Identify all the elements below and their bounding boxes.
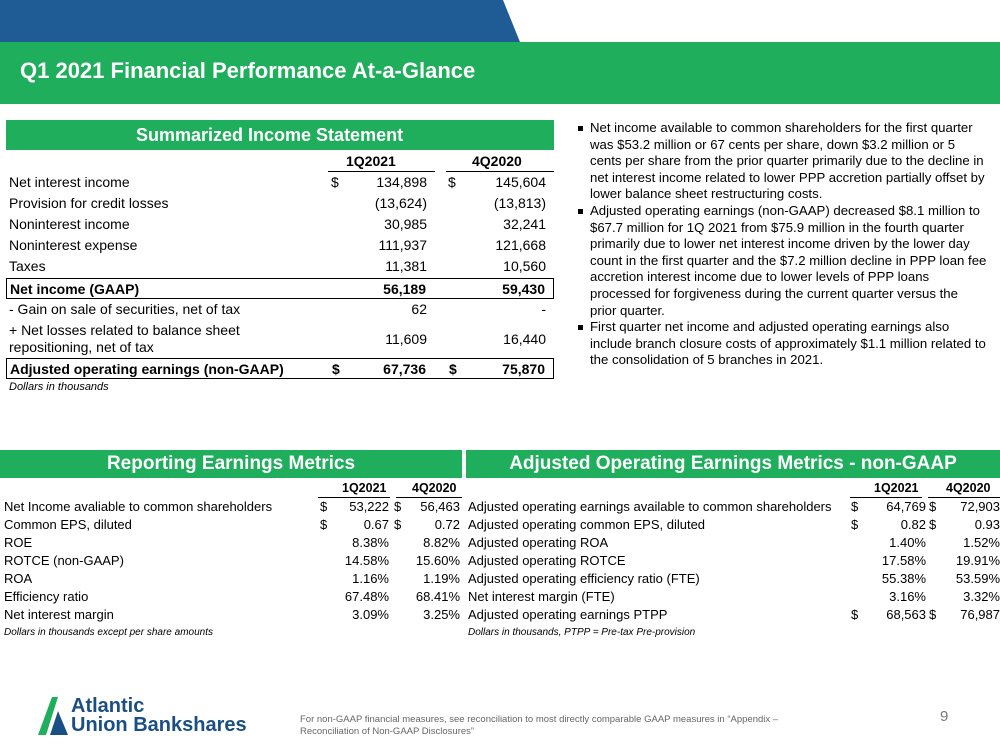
reporting-col2-header: 4Q2020 — [412, 481, 457, 495]
adjusted-row-currency-1: $ — [851, 499, 859, 514]
income-row — [6, 358, 554, 379]
income-row-currency-2: $ — [448, 174, 456, 190]
adjusted-row-value-2: 1.52% — [963, 535, 1000, 550]
adjusted-row-value-1: 0.82 — [900, 517, 926, 532]
income-row-value-1: 30,985 — [384, 216, 427, 232]
reporting-row-value-1: 0.67 — [363, 517, 389, 532]
income-col2-header: 4Q2020 — [472, 153, 522, 169]
adjusted-row — [466, 570, 1000, 588]
header-accent-band — [0, 0, 520, 42]
income-row-value-2: (13,813) — [493, 195, 546, 211]
adjusted-row-currency-2: $ — [929, 607, 937, 622]
income-row-label: Noninterest income — [9, 216, 130, 232]
reporting-row-label: Net Income avaliable to common shareholders — [4, 499, 273, 514]
income-row-value-1: 111,937 — [378, 237, 427, 253]
page-number: 9 — [940, 708, 949, 725]
adjusted-row — [466, 588, 1000, 606]
reporting-row-value-1: 67.48% — [344, 589, 389, 604]
reporting-row-label: Common EPS, diluted — [4, 517, 132, 532]
income-row — [6, 256, 554, 277]
adjusted-row — [466, 498, 1000, 516]
adjusted-metrics — [466, 450, 1000, 638]
income-heading: Summarized Income Statement — [6, 120, 554, 150]
adjusted-heading: Adjusted Operating Earnings Metrics - non-GAAP — [466, 450, 1000, 478]
adjusted-row-value-2: 19.91% — [955, 553, 1000, 568]
commentary-bullet: Adjusted operating earnings (non-GAAP) decreased $8.1 million to $67.7 million for 1Q 2021 from $75.9 million in the fourth quarter primarily due to lower net interest income driven by the lower day count in the first quarter and the $7.2 million decline in PPP loan fee accretion interest income due to lower levels of PPP loans processed for forgiveness during the current quarter versus the prior quarter. — [578, 203, 988, 319]
adjusted-rows — [466, 498, 1000, 624]
income-row-value-2: 32,241 — [503, 216, 546, 232]
adjusted-row-currency-2: $ — [929, 499, 937, 514]
adjusted-row-currency-1: $ — [851, 607, 859, 622]
reporting-row-label: ROE — [4, 535, 33, 550]
reporting-row-currency-2: $ — [394, 517, 402, 532]
income-row-label: - Gain on sale of securities, net of tax — [9, 301, 241, 317]
adjusted-row-value-2: 0.93 — [974, 517, 1000, 532]
income-row-value-2: 16,440 — [503, 331, 546, 347]
reporting-row — [0, 498, 462, 516]
reporting-row-value-2: 8.82% — [423, 535, 460, 550]
reporting-row-label: ROA — [4, 571, 33, 586]
reporting-row — [0, 516, 462, 534]
adjusted-column-headers — [466, 478, 1000, 498]
adjusted-row-value-1: 68,563 — [886, 607, 926, 622]
income-row-value-2: 59,430 — [502, 281, 545, 297]
income-row — [6, 278, 554, 299]
income-col1-header: 1Q2021 — [346, 153, 396, 169]
income-row-currency-1: $ — [331, 174, 339, 190]
reporting-row — [0, 570, 462, 588]
reporting-row-value-2: 68.41% — [415, 589, 460, 604]
income-note: Dollars in thousands — [9, 381, 109, 393]
reporting-row-value-1: 3.09% — [352, 607, 389, 622]
reporting-row-currency-1: $ — [320, 499, 328, 514]
adjusted-row — [466, 516, 1000, 534]
adjusted-col2-header: 4Q2020 — [946, 481, 991, 495]
income-row — [6, 193, 554, 214]
reporting-row — [0, 552, 462, 570]
income-row — [6, 299, 554, 320]
footnote: For non-GAAP financial measures, see reconciliation to most directly comparable GAAP measures in “Appendix – Reconciliation of Non-GAAP Disclosures” — [300, 714, 779, 737]
reporting-column-headers — [0, 478, 462, 498]
income-row-value-1: 67,736 — [383, 361, 426, 377]
income-row-label: Noninterest expense — [9, 237, 138, 253]
income-row-value-1: 11,381 — [385, 258, 427, 274]
income-row-value-2: - — [541, 301, 546, 317]
income-row-label: Net income (GAAP) — [10, 281, 140, 297]
adjusted-row-value-1: 1.40% — [889, 535, 926, 550]
reporting-row-value-1: 8.38% — [352, 535, 389, 550]
reporting-col1-header: 1Q2021 — [342, 481, 387, 495]
adjusted-row-label: Adjusted operating ROTCE — [468, 553, 626, 568]
income-row-value-1: 11,609 — [385, 331, 427, 347]
reporting-row-label: ROTCE (non-GAAP) — [4, 553, 124, 568]
reporting-row-currency-1: $ — [320, 517, 328, 532]
adjusted-row-currency-1: $ — [851, 517, 859, 532]
page-title: Q1 2021 Financial Performance At-a-Glance — [20, 58, 476, 83]
adjusted-row — [466, 606, 1000, 624]
reporting-row-value-1: 1.16% — [352, 571, 389, 586]
income-row-value-2: 121,668 — [495, 237, 546, 253]
reporting-rows — [0, 498, 462, 624]
reporting-row-value-2: 1.19% — [423, 571, 460, 586]
income-statement — [6, 120, 554, 393]
income-row-value-1: 62 — [411, 301, 427, 317]
reporting-row — [0, 534, 462, 552]
reporting-row-value-2: 15.60% — [415, 553, 460, 568]
title-bar — [0, 42, 1000, 104]
adjusted-row-value-2: 53.59% — [955, 571, 1000, 586]
reporting-row — [0, 606, 462, 624]
income-row — [6, 214, 554, 235]
adjusted-row — [466, 534, 1000, 552]
adjusted-row-label: Adjusted operating common EPS, diluted — [468, 517, 706, 532]
adjusted-row-label: Adjusted operating efficiency ratio (FTE) — [468, 571, 700, 586]
adjusted-row-currency-2: $ — [929, 517, 937, 532]
reporting-row-value-1: 14.58% — [344, 553, 389, 568]
adjusted-row-label: Adjusted operating earnings PTPP — [468, 607, 668, 622]
income-column-headers — [6, 150, 554, 172]
commentary-bullets — [578, 120, 988, 369]
adjusted-row-label: Net interest margin (FTE) — [468, 589, 615, 604]
adjusted-row-label: Adjusted operating earnings available to common shareholders — [468, 499, 832, 514]
adjusted-note: Dollars in thousands, PTPP = Pre-tax Pre-provision — [468, 627, 696, 638]
adjusted-row-value-1: 64,769 — [886, 499, 926, 514]
income-row-value-2: 10,560 — [503, 258, 546, 274]
income-row-label: Net interest income — [9, 174, 130, 190]
income-row-value-1: 56,189 — [383, 281, 426, 297]
adjusted-row-value-2: 76,987 — [960, 607, 1000, 622]
reporting-row — [0, 588, 462, 606]
income-row-label: + Net losses related to balance sheet repositioning, net of tax — [9, 322, 240, 355]
income-row-label: Taxes — [9, 258, 46, 274]
income-row-currency-1: $ — [332, 361, 340, 377]
income-row-value-2: 75,870 — [502, 361, 545, 377]
adjusted-row-label: Adjusted operating ROA — [468, 535, 609, 550]
income-row — [6, 235, 554, 256]
income-row-label: Provision for credit losses — [9, 195, 169, 211]
reporting-row-value-2: 0.72 — [434, 517, 460, 532]
income-row — [6, 172, 554, 193]
reporting-row-value-1: 53,222 — [349, 499, 389, 514]
income-row-value-1: 134,898 — [376, 174, 427, 190]
income-row-label: Adjusted operating earnings (non-GAAP) — [10, 361, 284, 377]
income-row-currency-2: $ — [449, 361, 457, 377]
logo-line-1: Atlantic — [71, 695, 145, 717]
reporting-row-label: Net interest margin — [4, 607, 114, 622]
reporting-row-value-2: 56,463 — [420, 499, 460, 514]
adjusted-row-value-1: 55.38% — [881, 571, 926, 586]
commentary-bullet: First quarter net income and adjusted operating earnings also include branch closure costs of approximately $1.1 million related to the consolidation of 5 branches in 2021. — [578, 319, 988, 369]
logo-line-2: Union Bankshares — [71, 714, 247, 736]
income-row-value-1: (13,624) — [374, 195, 427, 211]
income-row — [6, 320, 554, 358]
adjusted-row — [466, 552, 1000, 570]
reporting-row-label: Efficiency ratio — [4, 589, 89, 604]
income-row-value-2: 145,604 — [495, 174, 546, 190]
adjusted-row-value-1: 17.58% — [881, 553, 926, 568]
income-rows — [6, 172, 554, 379]
reporting-metrics — [0, 450, 462, 638]
reporting-heading: Reporting Earnings Metrics — [0, 450, 462, 478]
adjusted-row-value-1: 3.16% — [889, 589, 926, 604]
commentary-bullet: Net income available to common shareholders for the first quarter was $53.2 million or 67 cents per share, down $3.2 million or 5 cents per share from the prior quarter primarily due to the decline in net interest income related to lower PPP accretion partially offset by lower balance sheet restructuring costs. — [578, 120, 988, 203]
adjusted-row-value-2: 72,903 — [960, 499, 1000, 514]
reporting-row-currency-2: $ — [394, 499, 402, 514]
reporting-row-value-2: 3.25% — [423, 607, 460, 622]
logo-a-icon — [38, 697, 68, 735]
adjusted-col1-header: 1Q2021 — [874, 481, 919, 495]
reporting-note: Dollars in thousands except per share amounts — [4, 627, 214, 638]
adjusted-row-value-2: 3.32% — [963, 589, 1000, 604]
